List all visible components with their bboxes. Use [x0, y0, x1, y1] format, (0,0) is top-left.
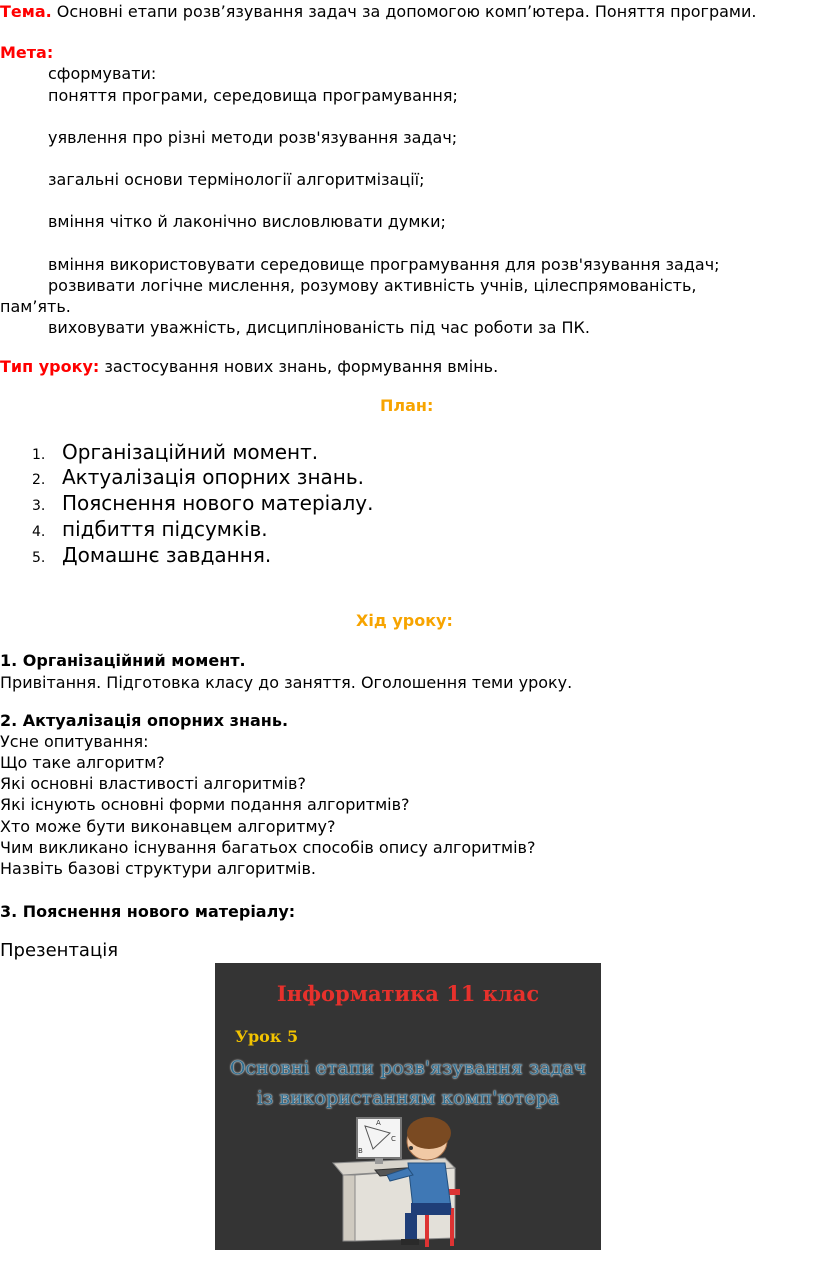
lesson-type-line	[0, 357, 498, 376]
section-heading: 1. Організаційний момент.	[0, 651, 246, 670]
plan-item-number: 4.	[32, 524, 46, 540]
student-at-computer-illustration	[215, 963, 601, 1250]
plan-item-number: 3.	[32, 498, 46, 514]
question-line: Які основні властивості алгоритмів?	[0, 774, 306, 793]
plan-item-text: Домашнє завдання.	[62, 543, 272, 567]
topic-text: Основні етапи розв’язування задач за допомогою комп’ютера. Поняття програми.	[51, 2, 757, 21]
slide-lesson-number: Урок 5	[235, 1027, 299, 1046]
plan-item	[32, 440, 318, 464]
plan-item	[32, 543, 271, 567]
screen-letter: A	[376, 1119, 381, 1127]
goal-label: Мета:	[0, 43, 54, 62]
screen-letter: B	[358, 1147, 363, 1155]
lesson-type-label: Тип уроку:	[0, 357, 100, 376]
presentation-label: Презентація	[0, 940, 119, 961]
goal-item: уявлення про різні методи розв'язування задач;	[48, 128, 458, 147]
section-text: Привітання. Підготовка класу до заняття. Оголошення теми уроку.	[0, 673, 573, 692]
plan-item-text: підбиття підсумків.	[62, 517, 268, 541]
plan-item	[32, 465, 364, 489]
question-line: Чим викликано існування багатьох способів опису алгоритмів?	[0, 838, 536, 857]
question-line: Які існують основні форми подання алгоритмів?	[0, 795, 410, 814]
question-line: Назвіть базові структури алгоритмів.	[0, 859, 316, 878]
slide-title: Інформатика 11 клас	[276, 981, 540, 1006]
plan-item-text: Актуалізація опорних знань.	[62, 465, 364, 489]
goal-item: пам’ять.	[0, 297, 71, 316]
goal-item: загальні основи термінології алгоритмізації;	[48, 170, 425, 189]
question-line: Усне опитування:	[0, 732, 149, 751]
plan-item-number: 2.	[32, 472, 46, 488]
question-line: Що таке алгоритм?	[0, 753, 165, 772]
plan-item	[32, 491, 373, 515]
screen-letter: C	[391, 1135, 396, 1143]
presentation-slide	[215, 963, 601, 1250]
lesson-type-text: застосування нових знань, формування вмінь.	[99, 357, 499, 376]
goal-item: сформувати:	[48, 64, 157, 83]
lesson-flow-title: Хід уроку:	[356, 611, 453, 630]
plan-item-text: Пояснення нового матеріалу.	[62, 491, 374, 515]
question-line: Хто може бути виконавцем алгоритму?	[0, 817, 336, 836]
topic-line	[0, 2, 756, 21]
goal-item: виховувати уважність, дисциплінованість під час роботи за ПК.	[48, 318, 590, 337]
plan-item-number: 1.	[32, 447, 46, 463]
plan-title: План:	[380, 396, 434, 415]
slide-subtitle-line2: із використанням комп'ютера	[256, 1087, 560, 1109]
goal-item: поняття програми, середовища програмування;	[48, 86, 458, 105]
slide-subtitle-line1: Основні етапи розв'язування задач	[229, 1057, 587, 1079]
topic-label: Тема.	[0, 2, 52, 21]
plan-item-text: Організаційний момент.	[62, 440, 319, 464]
goal-item: вміння використовувати середовище програмування для розв'язування задач;	[48, 255, 720, 274]
section-heading: 3. Пояснення нового матеріалу:	[0, 902, 296, 921]
section-heading: 2. Актуалізація опорних знань.	[0, 711, 289, 730]
plan-item-number: 5.	[32, 550, 46, 566]
goal-item: розвивати логічне мислення, розумову активність учнів, цілеспрямованість,	[48, 276, 697, 295]
goal-item: вміння чітко й лаконічно висловлювати думки;	[48, 212, 446, 231]
plan-item	[32, 517, 268, 541]
